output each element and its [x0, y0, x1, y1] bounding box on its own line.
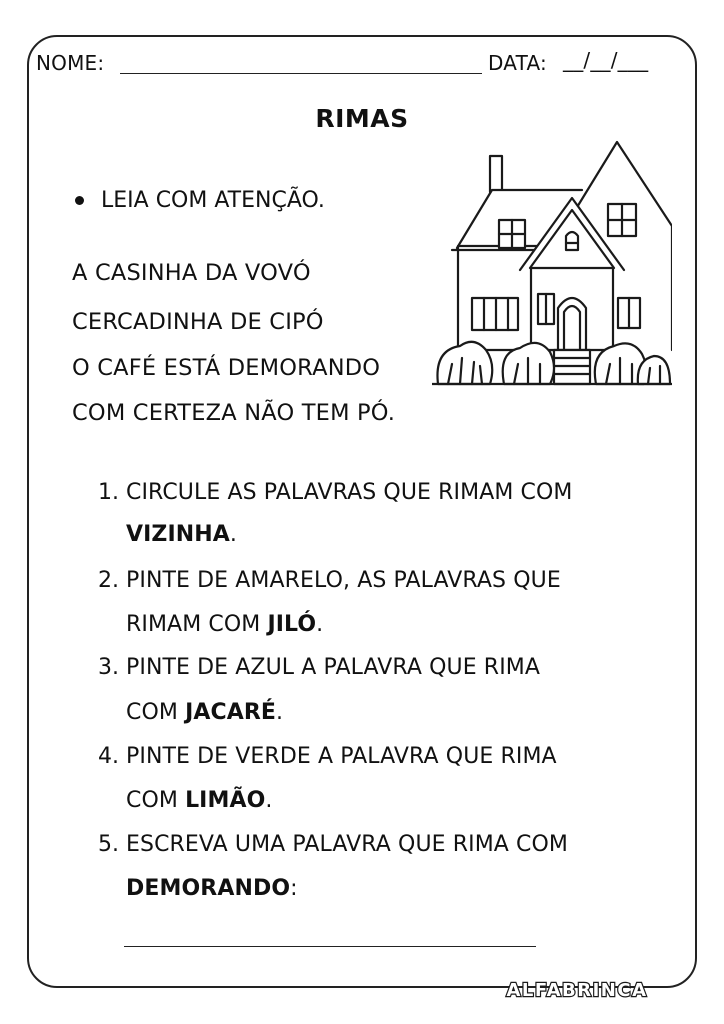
question-text: PINTE DE AZUL A PALAVRA QUE RIMA [126, 655, 541, 680]
question-number: 4. [98, 744, 119, 769]
question-continuation: DEMORANDO: [126, 876, 298, 901]
instruction [75, 188, 325, 213]
rhyme-word: VIZINHA [126, 522, 230, 547]
poem-line: O CAFÉ ESTÁ DEMORANDO [72, 355, 381, 381]
date-field[interactable]: __/__/___ [563, 48, 649, 72]
logo-text: ALFABRINCA [506, 980, 648, 1001]
question-text: PINTE DE VERDE A PALAVRA QUE RIMA [126, 744, 557, 769]
poem-line: CERCADINHA DE CIPÓ [72, 309, 324, 335]
rhyme-word: LIMÃO [185, 788, 266, 813]
name-field[interactable] [120, 73, 482, 74]
question-continuation: COM JACARÉ. [126, 700, 284, 725]
rhyme-word: JACARÉ [185, 700, 277, 725]
rhyme-word: DEMORANDO [126, 876, 291, 901]
question-number: 5. [98, 832, 119, 857]
poem-line: COM CERTEZA NÃO TEM PÓ. [72, 400, 396, 426]
date-label: DATA: [488, 51, 547, 75]
alfabrinca-logo [497, 976, 657, 1002]
house-illustration [432, 138, 672, 388]
question-number: 2. [98, 568, 119, 593]
question-text: PINTE DE AMARELO, AS PALAVRAS QUE [126, 568, 561, 593]
rhyme-word: JILÓ [267, 612, 317, 637]
instruction-text: LEIA COM ATENÇÃO. [101, 188, 325, 213]
bullet-icon [75, 196, 84, 205]
answer-field[interactable] [124, 946, 536, 947]
poem-line: A CASINHA DA VOVÓ [72, 260, 311, 286]
page-title: RIMAS [315, 104, 409, 133]
question-text: ESCREVA UMA PALAVRA QUE RIMA COM [126, 832, 568, 857]
name-label: NOME: [36, 51, 105, 75]
question-number: 1. [98, 480, 119, 505]
question-continuation: VIZINHA. [126, 522, 237, 547]
question-continuation: RIMAM COM JILÓ. [126, 612, 324, 637]
question-text: CIRCULE AS PALAVRAS QUE RIMAM COM [126, 480, 573, 505]
question-number: 3. [98, 655, 119, 680]
question-continuation: COM LIMÃO. [126, 788, 273, 813]
